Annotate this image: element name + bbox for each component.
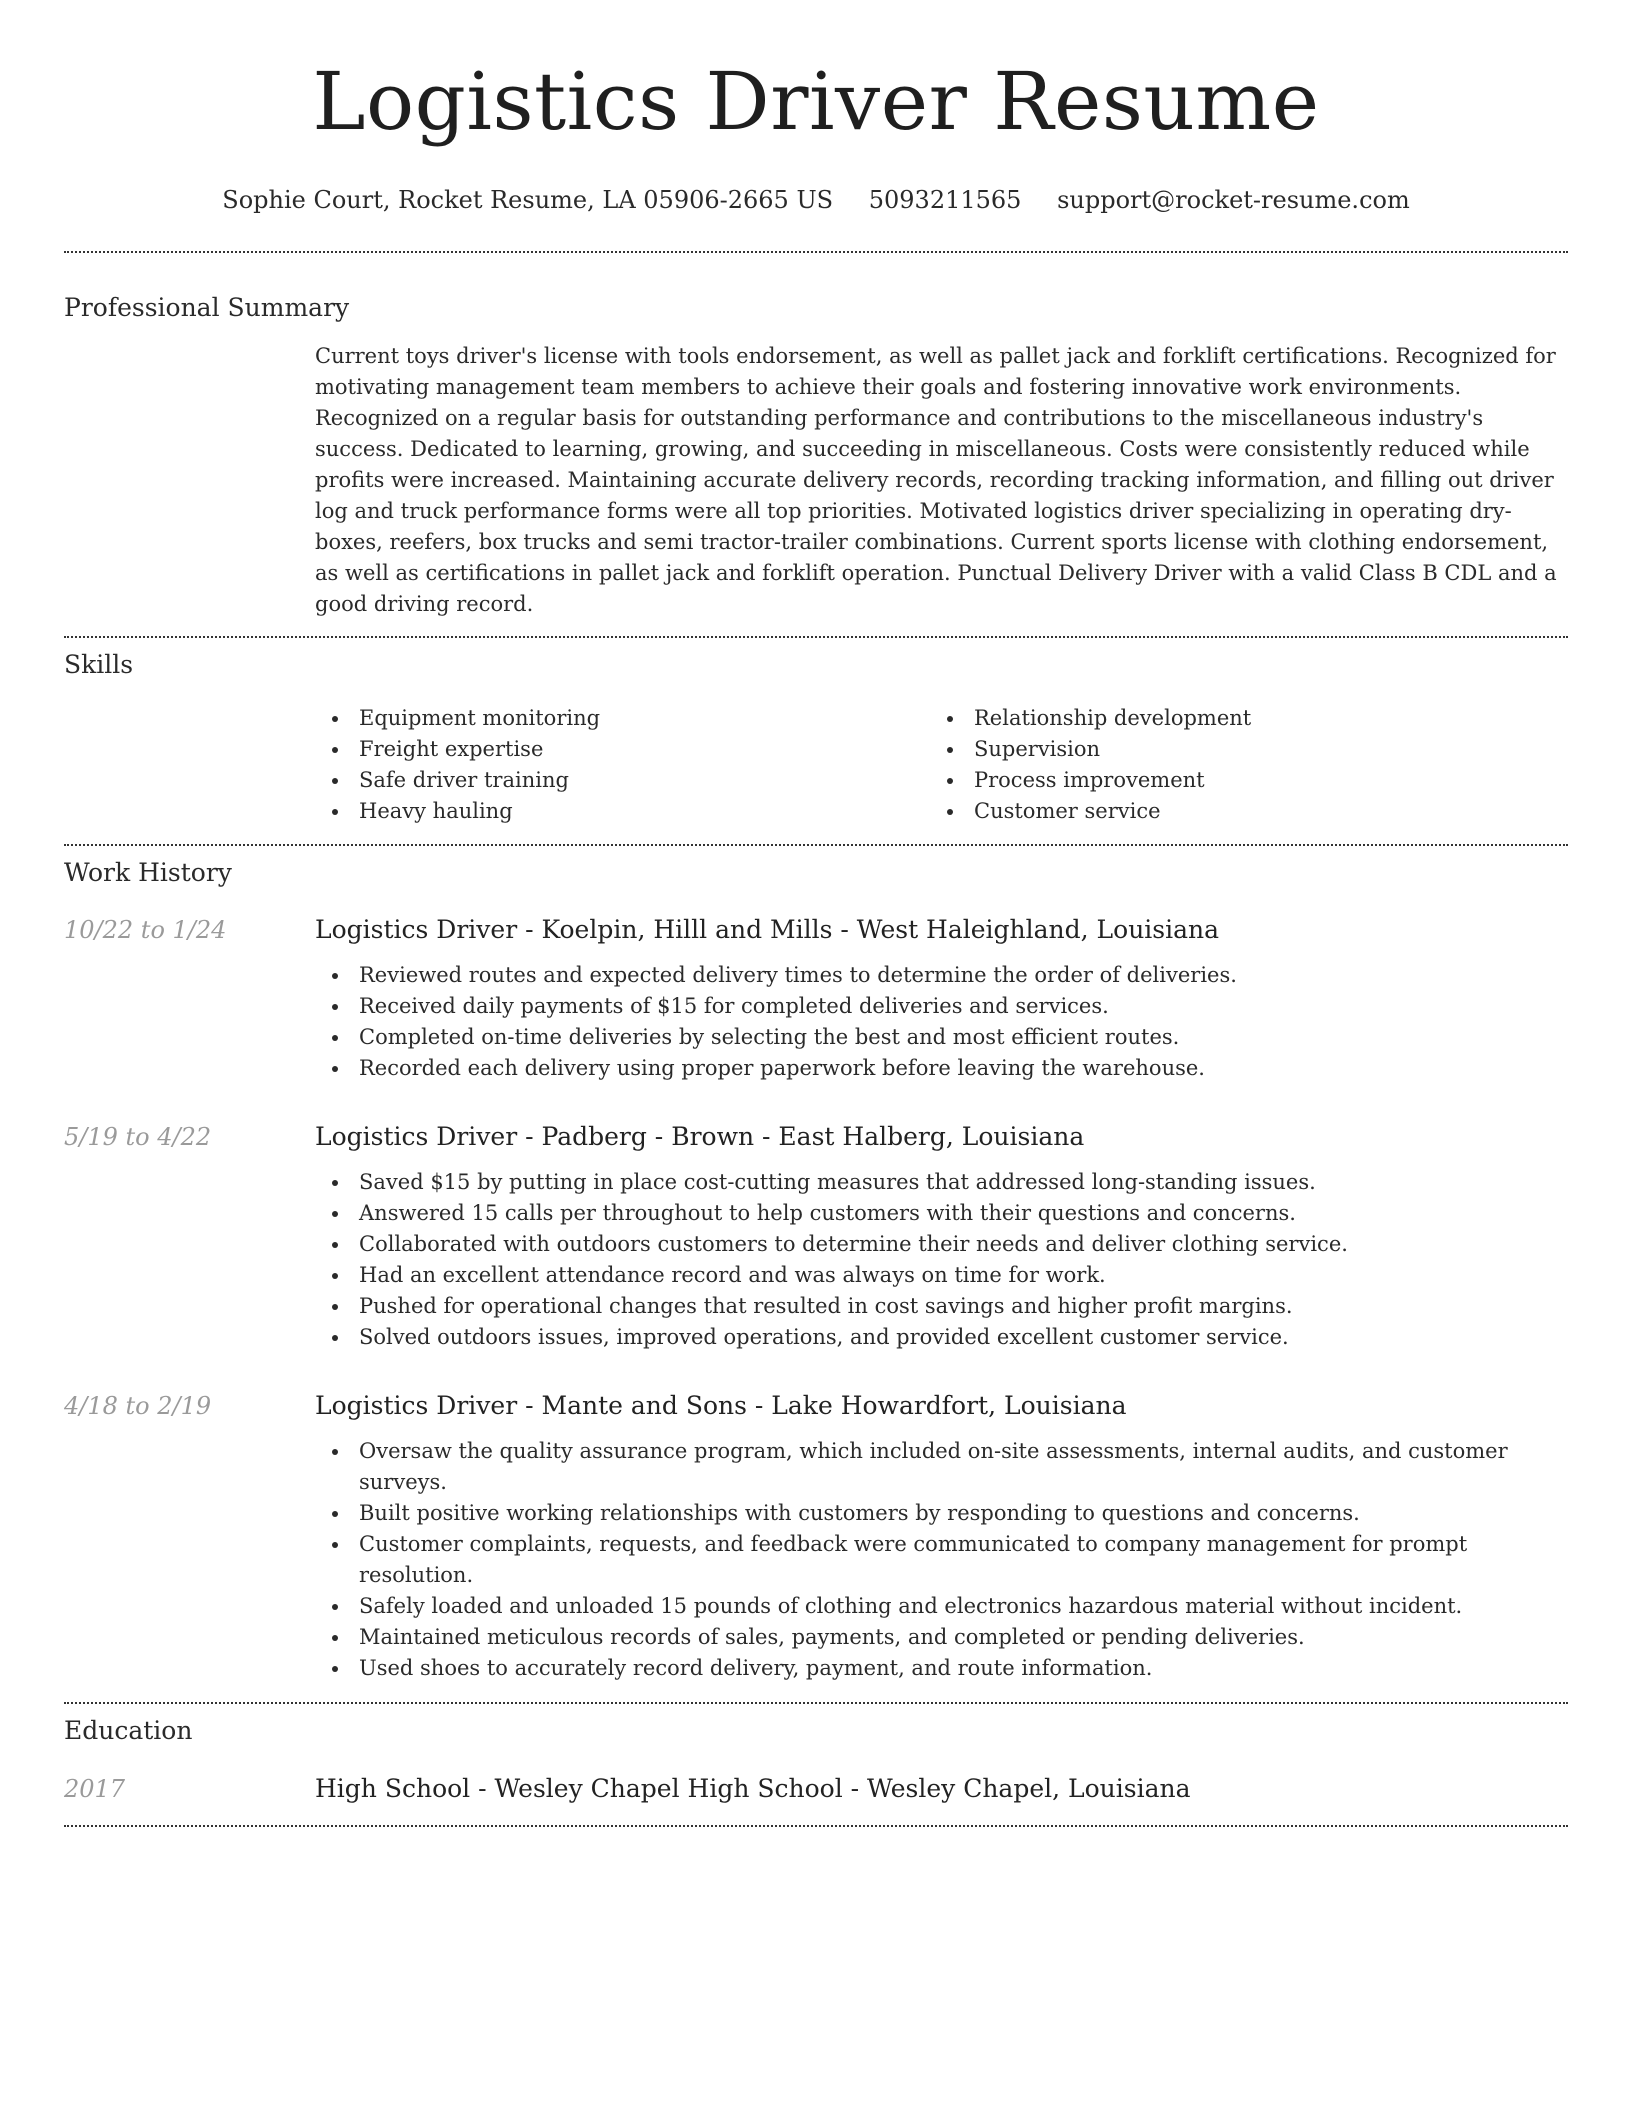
bullet-item: Answered 15 calls per throughout to help customers with their questions and concerns. xyxy=(315,1198,1568,1229)
resume-title: Logistics Driver Resume xyxy=(312,55,1320,148)
bullet-item: Saved $15 by putting in place cost-cutting measures that addressed long-standing issues. xyxy=(315,1167,1568,1198)
skills-column-right xyxy=(930,703,1545,827)
skill-item: Process improvement xyxy=(930,765,1545,796)
job-entry xyxy=(64,1390,1568,1684)
job-bullets xyxy=(315,1436,1568,1684)
bullet-item: Maintained meticulous records of sales, payments, and completed or pending deliveries. xyxy=(315,1622,1568,1653)
bullet-item: Received daily payments of $15 for completed deliveries and services. xyxy=(315,991,1568,1022)
bullet-item: Used shoes to accurately record delivery, payment, and route information. xyxy=(315,1653,1568,1684)
job-bullets xyxy=(315,960,1568,1084)
job-date: 4/18 to 2/19 xyxy=(64,1392,212,1420)
job-title: Logistics Driver - Padberg - Brown - East Halberg, Louisiana xyxy=(315,1122,1085,1151)
job-entry xyxy=(64,914,1568,1084)
education-title: High School - Wesley Chapel High School - Wesley Chapel, Louisiana xyxy=(315,1774,1191,1803)
summary-text: Current toys driver's license with tools endorsement, as well as pallet jack and forklift certifications. Recognized for motivating management team members to achieve their goals and fostering innovative work environments. Recognized on a regular basis for outstanding performance and contributions to the miscellaneous industry's success. Dedicated to learning, growing, and succeeding in miscellaneous. Costs were consistently reduced while profits were increased. Maintaining accurate delivery records, recording tracking information, and filling out driver log and truck performance forms were all top priorities. Motivated logistics driver specializing in operating dry-boxes, reefers, box trucks and semi tractor-trailer combinations. Current sports license with clothing endorsement, as well as certifications in pallet jack and forklift operation. Punctual Delivery Driver with a valid Class B CDL and a good driving record. xyxy=(315,344,1557,616)
divider xyxy=(64,1702,1568,1704)
job-bullets xyxy=(315,1167,1568,1353)
job-header xyxy=(64,1390,1568,1422)
divider xyxy=(64,251,1568,253)
job-header xyxy=(64,1121,1568,1153)
divider xyxy=(64,636,1568,638)
bullet-item: Solved outdoors issues, improved operations, and provided excellent customer service. xyxy=(315,1322,1568,1353)
section-title-summary: Professional Summary xyxy=(64,293,350,322)
bullet-item: Collaborated with outdoors customers to determine their needs and deliver clothing service. xyxy=(315,1229,1568,1260)
job-entry xyxy=(64,1121,1568,1353)
skill-item: Equipment monitoring xyxy=(315,703,930,734)
skill-item: Heavy hauling xyxy=(315,796,930,827)
contact-email: support@rocket-resume.com xyxy=(1057,186,1410,214)
job-title: Logistics Driver - Mante and Sons - Lake Howardfort, Louisiana xyxy=(315,1391,1127,1420)
job-title: Logistics Driver - Koelpin, Hilll and Mills - West Haleighland, Louisiana xyxy=(315,915,1220,944)
skills-column-left xyxy=(315,703,930,827)
education-date: 2017 xyxy=(64,1775,126,1803)
bullet-item: Pushed for operational changes that resulted in cost savings and higher profit margins. xyxy=(315,1291,1568,1322)
skill-item: Safe driver training xyxy=(315,765,930,796)
skill-item: Relationship development xyxy=(930,703,1545,734)
skill-item: Supervision xyxy=(930,734,1545,765)
section-title-education: Education xyxy=(64,1716,193,1745)
skill-item: Customer service xyxy=(930,796,1545,827)
bullet-item: Built positive working relationships with customers by responding to questions and concerns. xyxy=(315,1498,1568,1529)
education-entry xyxy=(64,1773,1568,1805)
resume-page xyxy=(64,0,1568,1827)
contact-address: Sophie Court, Rocket Resume, LA 05906-2665 US xyxy=(222,186,834,214)
job-date: 5/19 to 4/22 xyxy=(64,1123,212,1151)
contact-phone: 5093211565 xyxy=(868,186,1022,214)
bullet-item: Had an excellent attendance record and was always on time for work. xyxy=(315,1260,1568,1291)
job-date: 10/22 to 1/24 xyxy=(64,916,227,944)
skill-item: Freight expertise xyxy=(315,734,930,765)
bullet-item: Completed on-time deliveries by selecting the best and most efficient routes. xyxy=(315,1022,1568,1053)
section-title-work-history: Work History xyxy=(64,858,232,887)
divider xyxy=(64,1825,1568,1827)
bullet-item: Safely loaded and unloaded 15 pounds of clothing and electronics hazardous material without incident. xyxy=(315,1591,1568,1622)
bullet-item: Customer complaints, requests, and feedback were communicated to company management for prompt resolution. xyxy=(315,1529,1568,1591)
contact-line xyxy=(64,184,1568,216)
bullet-item: Reviewed routes and expected delivery times to determine the order of deliveries. xyxy=(315,960,1568,991)
job-header xyxy=(64,914,1568,946)
section-title-skills: Skills xyxy=(64,650,134,679)
divider xyxy=(64,844,1568,846)
bullet-item: Recorded each delivery using proper paperwork before leaving the warehouse. xyxy=(315,1053,1568,1084)
skills-list xyxy=(315,703,1568,827)
bullet-item: Oversaw the quality assurance program, which included on-site assessments, internal audits, and customer surveys. xyxy=(315,1436,1568,1498)
